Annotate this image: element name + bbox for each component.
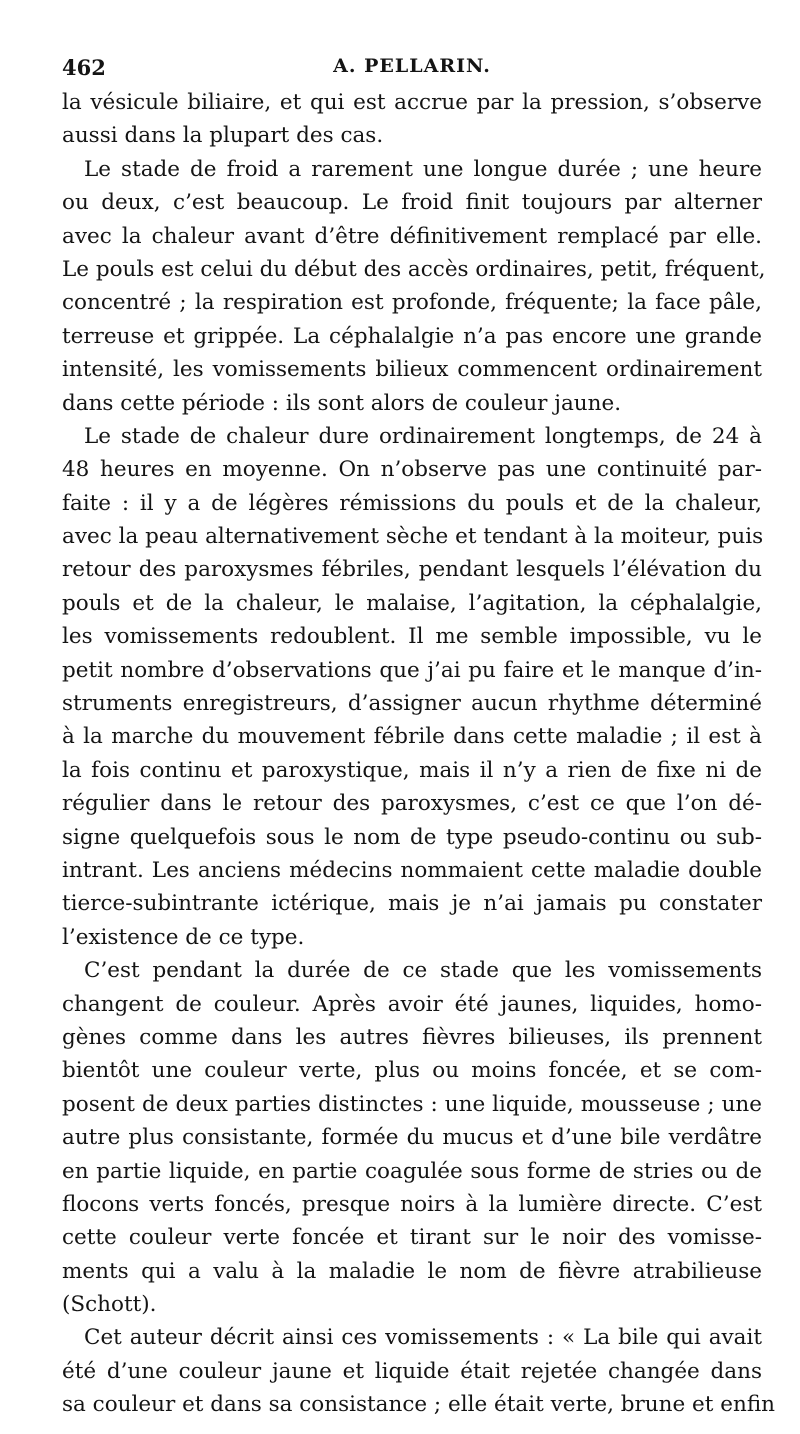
running-head: A. PELLARIN. <box>333 55 491 77</box>
text-line: 48 heures en moyenne. On n’observe pas une continuité par- <box>62 457 762 483</box>
text-line: intrant. Les anciens médecins nommaient cette maladie double <box>62 857 762 883</box>
text-line: en partie liquide, en partie coagulée sous forme de stries ou de <box>62 1158 762 1184</box>
text-line: Le stade de froid a rarement une longue durée ; une heure <box>84 156 762 182</box>
text-line: Cet auteur décrit ainsi ces vomissements : « La bile qui avait <box>84 1325 762 1351</box>
text-line: tierce-subintrante ictérique, mais je n’ai jamais pu constater <box>62 891 762 917</box>
text-line: intensité, les vomissements bilieux commencent ordinairement <box>62 357 762 383</box>
text-line: changent de couleur. Après avoir été jaunes, liquides, homo- <box>62 991 762 1017</box>
text-line: flocons verts foncés, presque noirs à la lumière directe. C’est <box>62 1191 762 1217</box>
text-line: régulier dans le retour des paroxysmes, c’est ce que l’on dé- <box>62 791 762 817</box>
text-line: cette couleur verte foncée et tirant sur le noir des vomisse- <box>62 1225 762 1251</box>
text-line: bientôt une couleur verte, plus ou moins foncée, et se com- <box>62 1058 762 1084</box>
page-header <box>62 55 762 85</box>
text-line: petit nombre d’observations que j’ai pu faire et le manque d’in- <box>62 657 762 683</box>
page-number: 462 <box>62 55 106 80</box>
text-line: la fois continu et paroxystique, mais il n’y a rien de fixe ni de <box>62 757 762 783</box>
text-line: pouls et de la chaleur, le malaise, l’agitation, la céphalalgie, <box>62 590 762 616</box>
text-line: gènes comme dans les autres fièvres bilieuses, ils prennent <box>62 1024 762 1050</box>
text-line: les vomissements redoublent. Il me semble impossible, vu le <box>62 624 762 650</box>
text-line: concentré ; la respiration est profonde, fréquente; la face pâle, <box>62 290 762 316</box>
text-line: ou deux, c’est beaucoup. Le froid finit toujours par alterner <box>62 190 762 216</box>
text-line: dans cette période : ils sont alors de couleur jaune. <box>62 390 622 416</box>
text-line: l’existence de ce type. <box>62 924 305 950</box>
text-line: à la marche du mouvement fébrile dans cette maladie ; il est à <box>62 724 762 750</box>
text-line: posent de deux parties distinctes : une liquide, mousseuse ; une <box>62 1091 762 1117</box>
text-line: Le pouls est celui du début des accès ordinaires, petit, fréquent, <box>62 256 766 282</box>
text-line: avec la peau alternativement sèche et tendant à la moiteur, puis <box>62 524 764 550</box>
text-line: terreuse et grippée. La céphalalgie n’a pas encore une grande <box>62 323 762 349</box>
text-line: autre plus consistante, formée du mucus et d’une bile verdâtre <box>62 1125 762 1151</box>
text-line: ments qui a valu à la maladie le nom de fièvre atrabilieuse <box>62 1258 762 1284</box>
text-line: faite : il y a de légères rémissions du pouls et de la chaleur, <box>62 490 762 516</box>
text-line: (Schott). <box>62 1292 157 1318</box>
body-text <box>62 86 776 1422</box>
text-line: signe quelquefois sous le nom de type pseudo-continu ou sub- <box>62 824 762 850</box>
text-line: struments enregistreurs, d’assigner aucun rhythme déterminé <box>62 691 762 717</box>
text-line: la vésicule biliaire, et qui est accrue par la pression, s’observe <box>62 90 762 115</box>
text-line: aussi dans la plupart des cas. <box>62 123 384 149</box>
text-line: sa couleur et dans sa consistance ; elle était verte, brune et enfin <box>62 1392 776 1418</box>
text-line: Le stade de chaleur dure ordinairement longtemps, de 24 à <box>84 423 762 449</box>
text-line: avec la chaleur avant d’être définitivement remplacé par elle. <box>62 223 762 249</box>
text-line: C’est pendant la durée de ce stade que les vomissements <box>84 958 762 984</box>
text-line: été d’une couleur jaune et liquide était rejetée changée dans <box>62 1358 762 1384</box>
text-line: retour des paroxysmes fébriles, pendant lesquels l’élévation du <box>62 557 762 583</box>
